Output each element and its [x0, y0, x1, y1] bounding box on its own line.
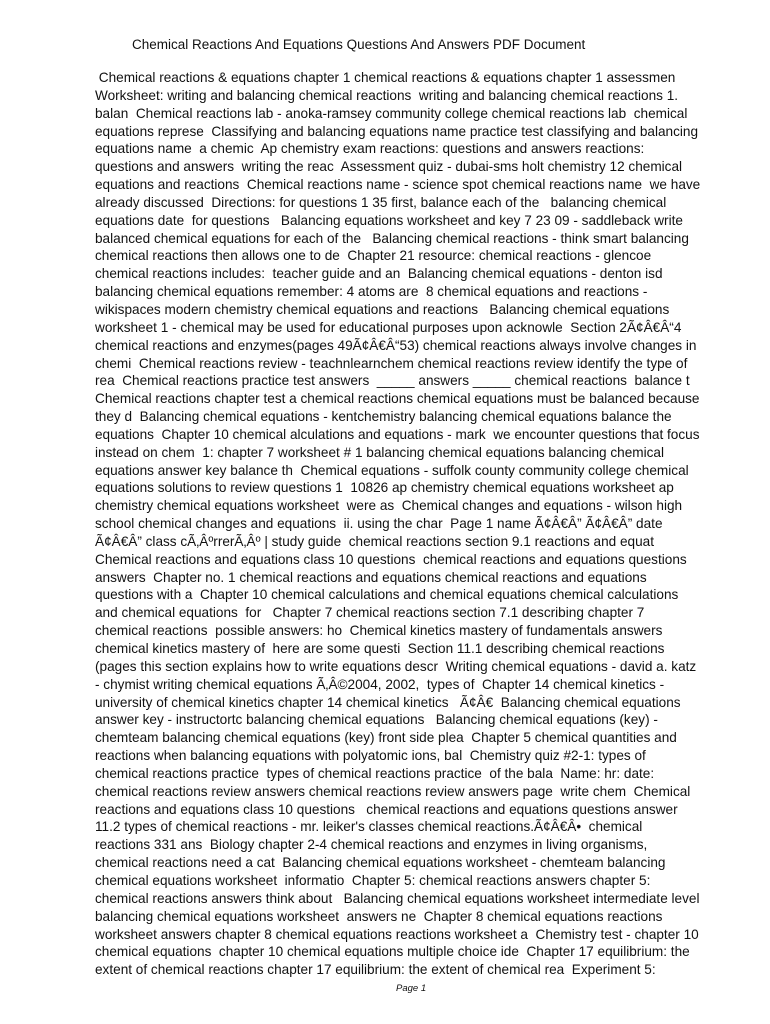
document-body-text: Chemical reactions & equations chapter 1 chemical reactions & equations chapter 1 assessmen Worksheet: writing and balancing chemical reactions writing and balancing chemical reactions 1. balan Chemical reactions lab - anoka-ramsey community college chemical reactions lab chemical equations represe Classifying and balancing equations name practice test classifying and balancing equations name a chemic Ap chemistry exam reactions: questions and answers reactions: questions and answers writing the reac Assessment quiz - dubai-sms holt chemistry 12 chemical equations and reactions Chemical reactions name - science spot chemical reactions name we have already discussed Directions: for questions 1 35 first, balance each of the balancing chemical equations date for questions Balancing equations worksheet and key 7 23 09 - saddleback write balanced chemical equations for each of the Balancing chemical reactions - think smart balancing chemical reactions then allows one to de Chapter 21 resource: chemical reactions - glencoe chemical reactions includes: teacher guide and an Balancing chemical equations - denton isd balancing chemical equations remember: 4 atoms are 8 chemical equations and reactions - wikispaces modern chemistry chemical equations and reactions Balancing chemical equations worksheet 1 - chemical may be used for educational purposes upon acknowle Section 2Ã¢Â€Â“4 chemical reactions and enzymes(pages 49Ã¢Â€Â“53) chemical reactions always involve changes in chemi Chemical reactions review - teachnlearnchem chemical reactions review identify the type of rea Chemical reactions practice test answers _____ answers _____ chemical reactions balance t Chemical reactions chapter test a chemical reactions chemical equations must be balanced because they d Balancing chemical equations - kentchemistry balancing chemical equations balance the equations Chapter 10 chemical alculations and equations - mark we encounter questions that focus instead on chem 1: chapter 7 worksheet # 1 balancing chemical equations balancing chemical equations answer key balance th Chemical equations - suffolk county community college chemical equations solutions to review questions 1 10826 ap chemistry chemical equations worksheet ap chemistry chemical equations worksheet were as Chemical changes and equations - wilson high school chemical changes and equations ii. using the char Page 1 name Ã¢Â€Â” Ã¢Â€Â” date Ã¢Â€Â” class cÃ‚ÂºrrerÃ‚Âº | study guide chemical reactions section 9.1 reactions and equat Chemical reactions and equations class 10 questions chemical reactions and equations questions answers Chapter no. 1 chemical reactions and equations chemical reactions and equations questions with a Chapter 10 chemical calculations and chemical equations chemical calculations and chemical equations for Chapter 7 chemical reactions section 7.1 describing chapter 7 chemical reactions possible answers: ho Chemical kinetics mastery of fundamentals answers chemical kinetics mastery of here are some questi Section 11.1 describing chemical reactions (pages this section explains how to write equations descr Writing chemical equations - david a. katz - chymist writing chemical equations Ã‚Â©2004, 2002, types of Chapter 14 chemical kinetics - university of chemical kinetics chapter 14 chemical kinetics Ã¢Â€ Balancing chemical equations answer key - instructortc balancing chemical equations Balancing chemical equations (key) - chemteam balancing chemical equations (key) front side plea Chapter 5 chemical quantities and reactions when balancing equations with polyatomic ions, bal Chemistry quiz #2-1: types of chemical reactions practice types of chemical reactions practice of the bala Name: hr: date: chemical reactions review answers chemical reactions review answers page write chem Chemical reactions and equations class 10 questions chemical reactions and equations questions answer 11.2 types of chemical reactions - mr. leiker's classes chemical reactions.Ã¢Â€Â• chemical reactions 331 ans Biology chapter 2-4 chemical reactions and enzymes in living organisms, chemical reactions need a cat Balancing chemical equations worksheet - chemteam balancing chemical equations worksheet informatio Chapter 5: chemical reactions answers chapter 5: chemical reactions answers think about Balancing chemical equations worksheet intermediate level balancing chemical equations worksheet answers ne Chapter 8 chemical equations reactions worksheet answers chapter 8 chemical equations reactions worksheet a Chemistry test - chapter 10 chemical equations chapter 10 chemical equations multiple choice ide Chapter 17 equilibrium: the extent of chemical reactions chapter 17 equilibrium: the extent of chemical rea Experiment 5: — [95, 70, 701, 978]
document-title: Chemical Reactions And Equations Questions And Answers PDF Document — [132, 37, 586, 52]
page-number: Page 1 — [396, 983, 427, 994]
